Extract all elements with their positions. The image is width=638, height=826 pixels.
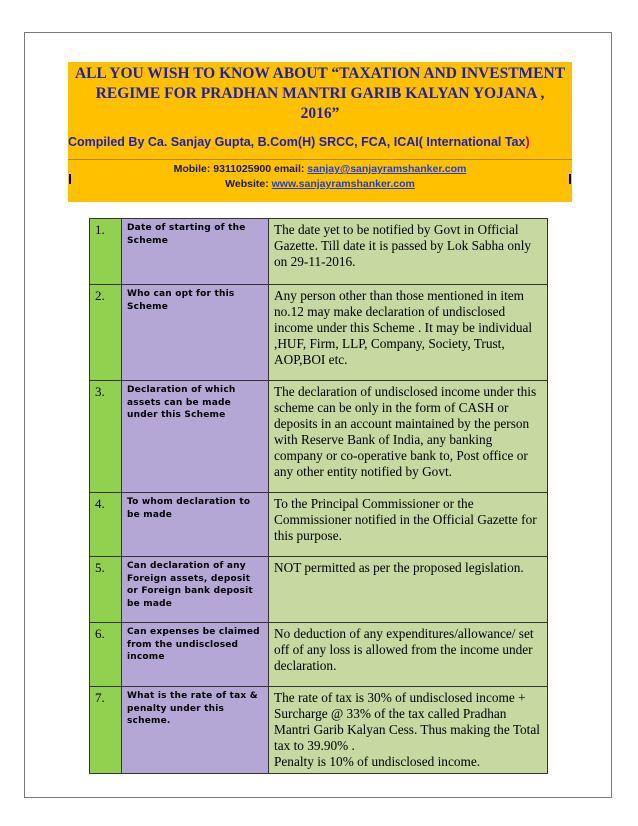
row-answer: The date yet to be notified by Govt in Official Gazette. Till date it is passed by Lok Sabha only on 29-11-2016. xyxy=(269,219,548,285)
contact-mobile-line xyxy=(68,162,572,177)
title-line-3: 2016” xyxy=(300,105,340,122)
row-number: 5. xyxy=(90,557,122,623)
website-link[interactable]: www.sanjayramshanker.com xyxy=(271,178,415,190)
row-question: To whom declaration to be made xyxy=(122,493,269,557)
document-title xyxy=(68,64,572,124)
row-question: Date of starting of the Scheme xyxy=(122,219,269,285)
right-edge-mark xyxy=(569,174,571,184)
left-edge-mark xyxy=(69,174,71,184)
row-number: 6. xyxy=(90,623,122,687)
compiled-by-paren: ) xyxy=(525,135,530,149)
contact-divider xyxy=(68,159,572,160)
email-link[interactable]: sanjay@sanjayramshanker.com xyxy=(307,163,467,175)
mobile-label: Mobile: 9311025900 email: xyxy=(173,163,308,175)
row-question: What is the rate of tax & penalty under this scheme. xyxy=(122,687,269,774)
row-number: 7. xyxy=(90,687,122,774)
title-line-2: REGIME FOR PRADHAN MANTRI GARIB KALYAN YOJANA , xyxy=(95,85,545,102)
row-question: Can expenses be claimed from the undisclosed income xyxy=(122,623,269,687)
table-row xyxy=(90,687,548,774)
row-answer: The declaration of undisclosed income under this scheme can be only in the form of CASH or deposits in an account maintained by the person with Reserve Bank of India, any banking company or co-operative bank to, Post office or any other entity notified by Govt. xyxy=(269,381,548,493)
table-row xyxy=(90,493,548,557)
contact-website-line xyxy=(68,177,572,192)
row-answer: Any person other than those mentioned in item no.12 may make declaration of undisclosed income under this Scheme . It may be individual ,HUF, Firm, LLP, Company, Society, Trust, AOP,BOI etc. xyxy=(269,285,548,381)
contact-block xyxy=(68,162,572,192)
title-line-1: ALL YOU WISH TO KNOW ABOUT “TAXATION AND INVESTMENT xyxy=(74,65,566,82)
table-row xyxy=(90,285,548,381)
row-answer xyxy=(269,687,548,774)
row-question: Who can opt for this Scheme xyxy=(122,285,269,381)
row-answer: To the Principal Commissioner or the Commissioner notified in the Official Gazette for this purpose. xyxy=(269,493,548,557)
row-answer: No deduction of any expenditures/allowance/ set off of any loss is allowed from the income under declaration. xyxy=(269,623,548,687)
row-number: 1. xyxy=(90,219,122,285)
row-number: 2. xyxy=(90,285,122,381)
scheme-info-table xyxy=(89,218,548,774)
compiled-by xyxy=(68,135,530,149)
row-answer-penalty: Penalty is 10% of undisclosed income. xyxy=(274,754,481,769)
table-row xyxy=(90,219,548,285)
website-label: Website: xyxy=(225,178,272,190)
row-answer: NOT permitted as per the proposed legislation. xyxy=(269,557,548,623)
row-question: Can declaration of any Foreign assets, deposit or Foreign bank deposit be made xyxy=(122,557,269,623)
compiled-by-text: Compiled By Ca. Sanjay Gupta, B.Com(H) SRCC, FCA, ICAI( International Tax xyxy=(68,135,526,149)
row-number: 3. xyxy=(90,381,122,493)
table-row xyxy=(90,623,548,687)
row-number: 4. xyxy=(90,493,122,557)
row-answer-text: The rate of tax is 30% of undisclosed income + Surcharge @ 33% of the tax called Pradhan Mantri Garib Kalyan Cess. Thus making the Total tax to 39.90% . xyxy=(274,690,540,753)
table-row xyxy=(90,381,548,493)
header-banner xyxy=(68,62,572,202)
table-row xyxy=(90,557,548,623)
row-question: Declaration of which assets can be made under this Scheme xyxy=(122,381,269,493)
